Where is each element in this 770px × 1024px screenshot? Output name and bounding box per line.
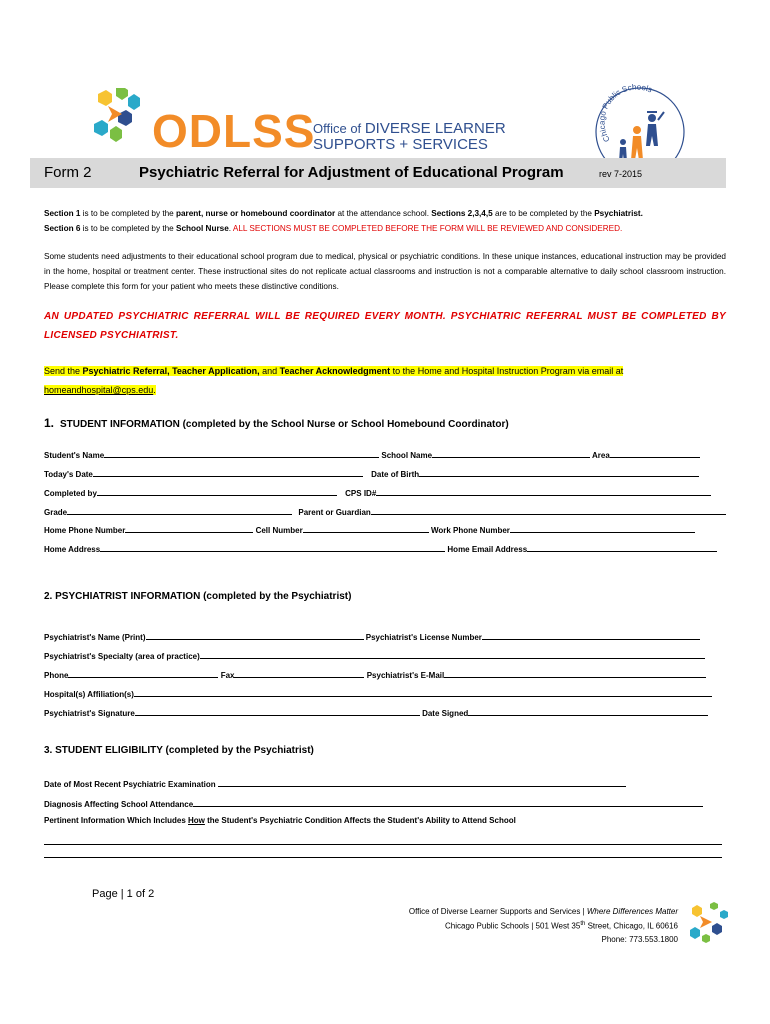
pertinent-info-line-1[interactable] [44, 844, 722, 845]
section3-title: 3. STUDENT ELIGIBILITY (completed by the Psychiatrist) [44, 745, 314, 756]
revision-date: rev 7-2015 [599, 169, 643, 179]
license-number-field[interactable] [482, 631, 700, 640]
section2-title: 2. PSYCHIATRIST INFORMATION (completed by the Psychiatrist) [44, 591, 352, 602]
signature-row: Psychiatrist's Signature Date Signed [44, 707, 726, 718]
phone-numbers-row: Home Phone Number Cell Number Work Phone Number [44, 524, 726, 535]
hospital-affiliation-row: Hospital(s) Affiliation(s) [44, 688, 726, 699]
psychiatrist-fax-field[interactable] [234, 669, 364, 678]
diagnosis-row: Diagnosis Affecting School Attendance [44, 798, 726, 809]
grade-field[interactable] [67, 506, 292, 515]
office-name: Office of DIVERSE LEARNER SUPPORTS + SERVICES [313, 120, 506, 153]
form-number: Form 2 [44, 164, 92, 181]
cps-id-field[interactable] [376, 487, 711, 496]
psychiatrist-phone-field[interactable] [68, 669, 218, 678]
svg-text:Chicago Public Schools: Chicago Public Schools [597, 82, 654, 144]
form-title: Psychiatric Referral for Adjustment of Educational Program [139, 164, 564, 181]
completed-by-row: Completed by CPS ID# [44, 487, 726, 498]
odlss-hexagon-mark-icon [88, 88, 158, 148]
pertinent-info-line-2[interactable] [44, 857, 722, 858]
home-email-field[interactable] [527, 543, 717, 552]
send-instructions: Send the Psychiatric Referral, Teacher Application, and Teacher Acknowledgment to the Home and Hospital Instruction Program via email at homeandhospital@cps.edu. [44, 366, 624, 395]
date-of-birth-field[interactable] [419, 468, 699, 477]
footer-contact: Office of Diverse Learner Supports and Services | Where Differences Matter Chicago Public Schools | 501 West 35th Street, Chicago, IL 60616 Phone: 773.553.1800 [408, 907, 678, 944]
signature-field[interactable] [135, 707, 420, 716]
cell-number-field[interactable] [303, 524, 429, 533]
student-name-field[interactable] [104, 449, 379, 458]
specialty-field[interactable] [200, 650, 705, 659]
psychiatrist-name-field[interactable] [146, 631, 364, 640]
page-number: Page | 1 of 2 [92, 888, 155, 900]
home-address-row: Home Address Home Email Address [44, 543, 726, 554]
specialty-row: Psychiatrist's Specialty (area of practice) [44, 650, 726, 661]
email-link[interactable]: homeandhospital@cps.edu [44, 385, 154, 395]
footer-logo [686, 902, 736, 946]
odlss-wordmark: ODLSS [152, 105, 316, 157]
parent-guardian-field[interactable] [371, 506, 726, 515]
student-name-row: Student's Name School Name Area [44, 449, 726, 460]
phone-fax-email-row: Phone Fax Psychiatrist's E-Mail [44, 669, 726, 680]
date-signed-field[interactable] [468, 707, 708, 716]
intro-paragraph: Some students need adjustments to their educational school program due to medical, physical or psychiatric conditions. In these unique instances, educational instruction may be provided in the home, hospital or treatment center. These instructional sites do not replicate actual classrooms and instruction is not a comparable alternative to daily school classroom instruction. Please complete this form for your patient who meets these distinctive conditions. [44, 252, 726, 291]
today-date-field[interactable] [93, 468, 363, 477]
home-phone-field[interactable] [125, 524, 253, 533]
school-name-field[interactable] [432, 449, 590, 458]
exam-date-field[interactable] [218, 778, 626, 787]
today-date-row: Today's Date Date of Birth [44, 468, 726, 479]
work-phone-field[interactable] [510, 524, 695, 533]
odlss-mini-mark-icon [686, 902, 736, 946]
psychiatrist-email-field[interactable] [444, 669, 706, 678]
section1-title: 1. STUDENT INFORMATION (completed by the School Nurse or School Homebound Coordinator) [44, 416, 509, 430]
grade-row: Grade Parent or Guardian [44, 506, 726, 517]
psychiatrist-name-row: Psychiatrist's Name (Print) Psychiatrist's License Number [44, 631, 726, 642]
pertinent-info-row: Pertinent Information Which Includes How the Student's Psychiatric Condition Affects the Student's Ability to Attend School [44, 816, 516, 825]
sections-instructions: Section 1 is to be completed by the parent, nurse or homebound coordinator at the attendance school. Sections 2,3,4,5 are to be completed by the Psychiatrist. Section 6 is to be completed by the School Nurse. ALL SECTIONS MUST BE COMPLETED BEFORE THE FORM WILL BE REVIEWED AND CONSIDERED. [44, 209, 643, 233]
exam-date-row: Date of Most Recent Psychiatric Examination [44, 778, 726, 789]
hospital-affiliation-field[interactable] [134, 688, 712, 697]
monthly-referral-warning: AN UPDATED PSYCHIATRIC REFERRAL WILL BE REQUIRED EVERY MONTH. PSYCHIATRIC REFERRAL MUST BE COMPLETED BY LICENSED PSYCHIATRIST. [44, 311, 726, 341]
completed-by-field[interactable] [97, 487, 337, 496]
area-field[interactable] [610, 449, 700, 458]
diagnosis-field[interactable] [193, 798, 703, 807]
home-address-field[interactable] [100, 543, 445, 552]
